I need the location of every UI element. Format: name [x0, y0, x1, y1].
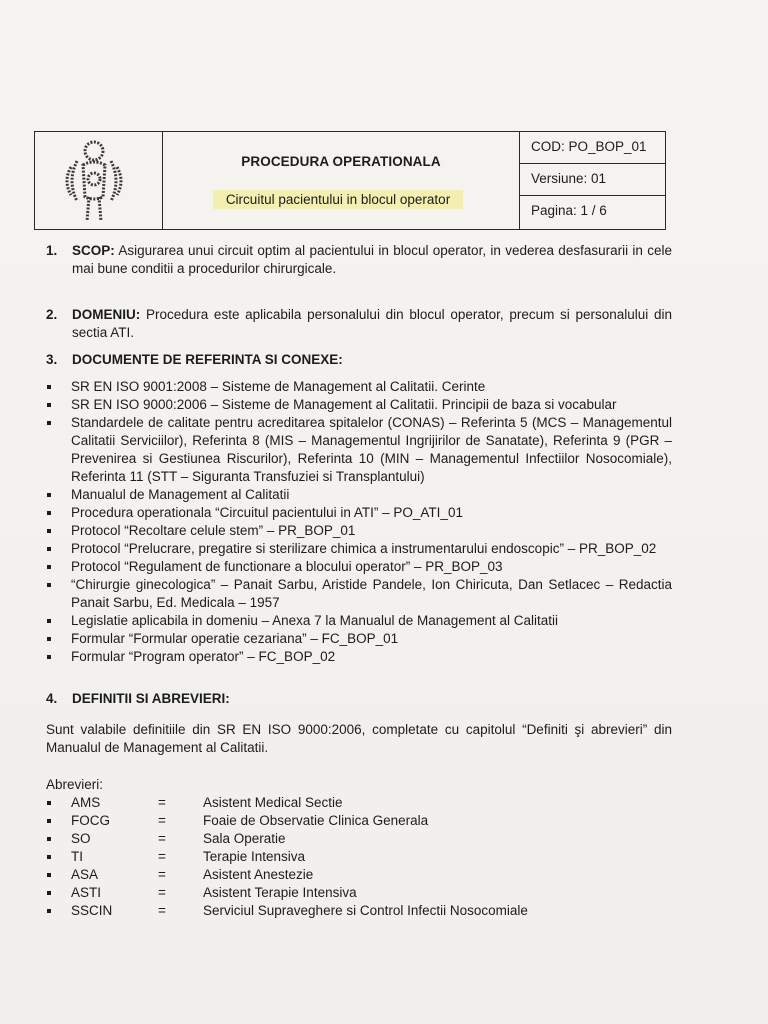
definitions-intro-text: Sunt valabile definitiile din SR EN ISO 9000:2006, completate cu capitolul “Definiti şi abrevieri” din Manualul de Management al Calitatii. [46, 722, 672, 755]
abbreviation-definition: Serviciul Supraveghere si Control Infectii Nosocomiale [203, 903, 528, 918]
list-item: Protocol “Recoltare celule stem” – PR_BOP_01 [46, 522, 672, 540]
section-definitions-heading [46, 690, 672, 708]
section-text: Procedura este aplicabila personalului din blocul operator, precum si personalului din sectia ATI. [72, 307, 672, 340]
list-item: Formular “Program operator” – FC_BOP_02 [46, 648, 672, 666]
section-domain [46, 306, 672, 342]
abbreviation-definition: Sala Operatie [203, 831, 286, 846]
abbreviations-title [46, 776, 672, 794]
list-item: Protocol “Regulament de functionare a blocului operator” – PR_BOP_03 [46, 558, 672, 576]
section-number: 1. [46, 243, 58, 258]
section-label: SCOP: [72, 243, 115, 258]
section-scope [46, 242, 672, 278]
abbreviation-code: FOCG [71, 813, 110, 828]
abbreviation-code: ASA [71, 867, 99, 882]
abbreviation-definition: Foaie de Observatie Clinica Generala [203, 813, 429, 828]
document-header-table [34, 131, 666, 230]
document-title: Circuitul pacientului in blocul operator [213, 190, 463, 209]
equals-sign: = [158, 795, 166, 810]
logo-cell [35, 132, 163, 229]
list-item: Manualul de Management al Calitatii [46, 486, 672, 504]
list-item: Formular “Formular operatie cezariana” – FC_BOP_01 [46, 630, 672, 648]
document-version: Versiune: 01 [520, 164, 665, 196]
abbreviations-list [46, 794, 672, 920]
list-item: Protocol “Prelucrare, pregatire si sterilizare chimica a instrumentarului endoscopic” – PR_BOP_02 [46, 540, 672, 558]
list-item: SR EN ISO 9000:2006 – Sisteme de Management al Calitatii. Principii de baza si vocabular [46, 396, 672, 414]
section-references-heading [46, 351, 672, 369]
section-number: 4. [46, 691, 58, 706]
abbreviation-definition: Asistent Medical Sectie [203, 795, 343, 810]
abbreviations-title-text: Abrevieri: [46, 777, 104, 792]
abbreviation-code: ASTI [71, 885, 102, 900]
abbreviation-code: AMS [71, 795, 101, 810]
references-list [46, 378, 672, 666]
equals-sign: = [158, 885, 166, 900]
abbreviation-row [46, 902, 672, 920]
abbreviation-row [46, 866, 672, 884]
title-cell [163, 132, 520, 229]
equals-sign: = [158, 813, 166, 828]
abbreviation-definition: Terapie Intensiva [203, 849, 306, 864]
section-number: 3. [46, 352, 58, 367]
document-code: COD: PO_BOP_01 [520, 132, 665, 164]
document-type: PROCEDURA OPERATIONALA [241, 154, 441, 169]
definitions-intro [46, 721, 672, 757]
abbreviation-definition: Asistent Anestezie [203, 867, 314, 882]
abbreviation-row [46, 884, 672, 902]
equals-sign: = [158, 831, 166, 846]
page-number: Pagina: 1 / 6 [531, 203, 607, 218]
equals-sign: = [158, 849, 166, 864]
equals-sign: = [158, 867, 166, 882]
abbreviation-definition: Asistent Terapie Intensiva [203, 885, 357, 900]
equals-sign: = [158, 903, 166, 918]
meta-cell [520, 132, 665, 229]
abbreviation-row [46, 812, 672, 830]
abbreviation-row [46, 794, 672, 812]
list-item: Procedura operationala “Circuitul pacientului in ATI” – PO_ATI_01 [46, 504, 672, 522]
abbreviation-row [46, 830, 672, 848]
abbreviation-code: SO [71, 831, 91, 846]
abbreviation-row [46, 848, 672, 866]
list-item: “Chirurgie ginecologica” – Panait Sarbu, Aristide Pandele, Ion Chiricuta, Dan Setlacec – Redactia Panait Sarbu, Ed. Medicala – 1957 [46, 576, 672, 612]
section-title: DOCUMENTE DE REFERINTA SI CONEXE: [72, 352, 343, 367]
section-text: Asigurarea unui circuit optim al pacientului in blocul operator, in vederea desfasurarii in cele mai bune conditii a procedurilor chirurgicale. [72, 243, 672, 276]
list-item: SR EN ISO 9001:2008 – Sisteme de Management al Calitatii. Cerinte [46, 378, 672, 396]
section-title: DEFINITII SI ABREVIERI: [72, 691, 230, 706]
list-item: Standardele de calitate pentru acreditarea spitalelor (CONAS) – Referinta 5 (MCS – Managementul Calitatii Serviciilor), Referinta 8 (MIS – Managementul Ingrijirilor de Sanatate), Referinta 9 (PGR – Prevenirea si Gestiunea Riscurilor), Referinta 10 (MIN – Managementul Infectiilor Nosocomiale), Referinta 11 (STT – Siguranta Transfuziei si Transplantului) [46, 414, 672, 486]
section-number: 2. [46, 307, 58, 322]
abbreviation-code: SSCIN [71, 903, 113, 918]
abbreviation-code: TI [71, 849, 83, 864]
section-label: DOMENIU: [72, 307, 141, 322]
list-item: Legislatie aplicabila in domeniu – Anexa 7 la Manualul de Management al Calitatii [46, 612, 672, 630]
hospital-logo-icon [63, 137, 125, 225]
